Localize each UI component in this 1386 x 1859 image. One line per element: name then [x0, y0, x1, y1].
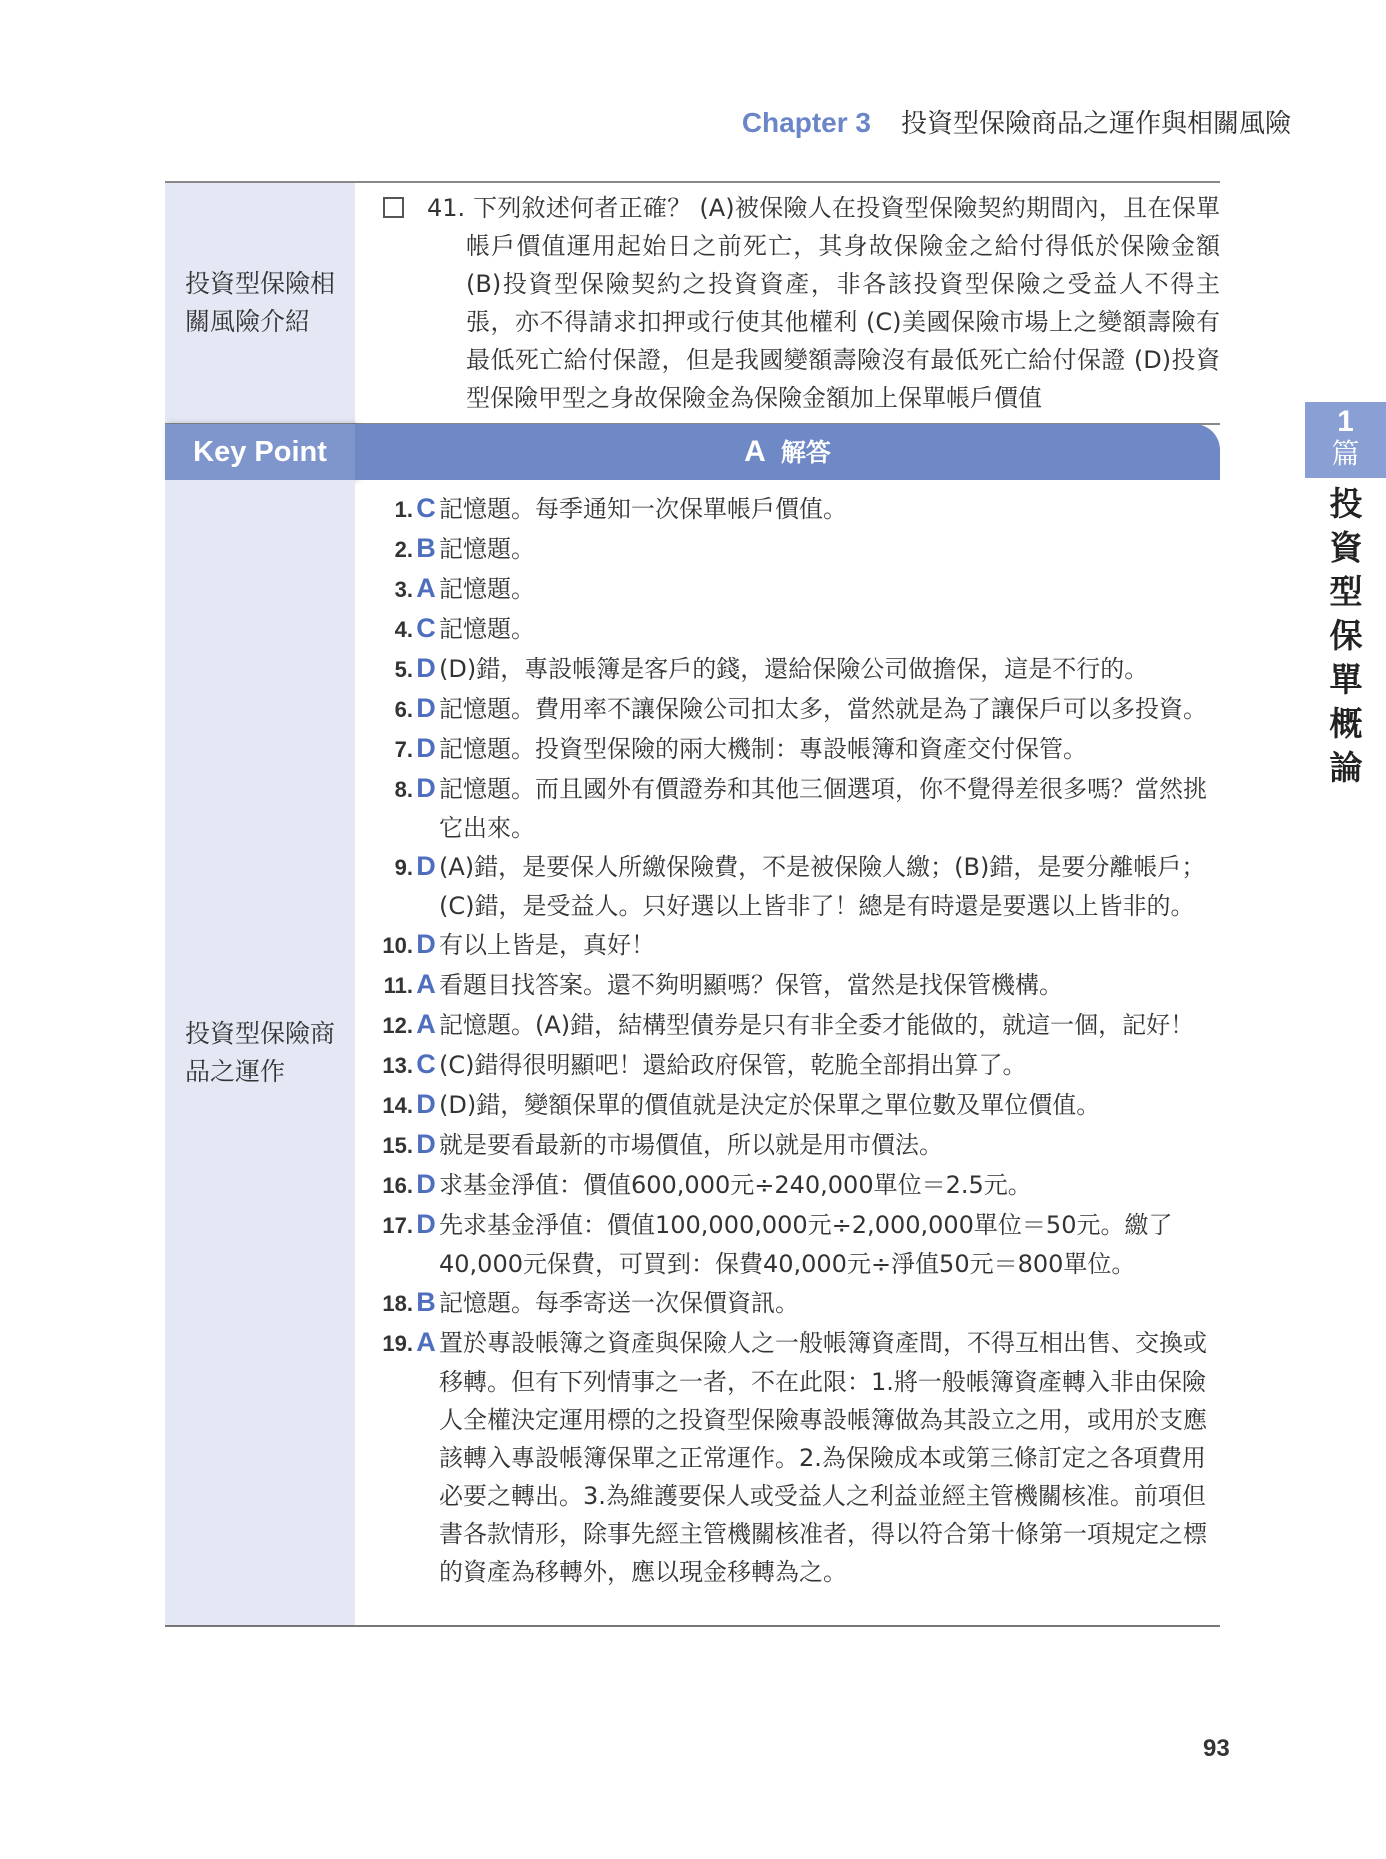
answer-item-text: (D)錯，專設帳簿是客戶的錢，還給保險公司做擔保，這是不行的。 [439, 655, 1149, 683]
answer-item-letter: D [416, 851, 436, 881]
answer-item-number: 2. [394, 537, 413, 562]
answer-item [377, 1323, 1220, 1591]
answer-item-text: 就是要看最新的市場價值，所以就是用市價法。 [439, 1131, 943, 1159]
answer-item-text: 看題目找答案。還不夠明顯嗎？保管，當然是找保管機構。 [439, 971, 1063, 999]
answer-item-letter: C [416, 1049, 436, 1079]
answer-item-number: 16. [382, 1173, 413, 1198]
answer-item-text: 記憶題。每季通知一次保單帳戶價值。 [439, 495, 847, 523]
answer-header-label: 解答 [780, 438, 831, 467]
answer-item [377, 689, 1220, 729]
answer-item-text: 記憶題。而且國外有價證券和其他三個選項，你不覺得差很多嗎？當然挑它出來。 [439, 775, 1207, 842]
answer-item [377, 847, 1220, 925]
answer-item-letter: A [416, 1009, 436, 1039]
answer-item-letter: A [416, 573, 436, 603]
question-body [355, 183, 1220, 423]
answer-item-number: 8. [394, 777, 413, 802]
answer-item-text: (C)錯得很明顯吧！還給政府保管，乾脆全部捐出算了。 [439, 1051, 1027, 1079]
answer-item-number: 11. [383, 973, 413, 998]
answer-item-text: 先求基金淨值：價值100,000,000元÷2,000,000單位＝50元。繳了40,000元保費，可買到：保費40,000元÷淨值50元＝800單位。 [439, 1211, 1173, 1278]
answer-item-letter: A [416, 1327, 436, 1357]
answer-item-text: 記憶題。 [439, 615, 535, 643]
answer-item [377, 769, 1220, 847]
answer-item [377, 649, 1220, 689]
answer-topic: 投資型保險商品之運作 [185, 1018, 336, 1086]
answer-item-text: 求基金淨值：價值600,000元÷240,000單位＝2.5元。 [439, 1171, 1032, 1199]
answer-item-letter: D [416, 1129, 436, 1159]
answer-item-number: 15. [382, 1133, 413, 1158]
answer-item-number: 3. [394, 577, 413, 602]
key-point-bar [165, 424, 1220, 480]
answer-item-letter: B [416, 533, 436, 563]
answer-item [377, 1283, 1220, 1323]
answer-item [377, 1005, 1220, 1045]
question-text: 下列敘述何者正確？ (A)被保險人在投資型保險契約期間內，且在保單帳戶價值運用起始日之前死亡，其身故保險金之給付得低於保險金額 (B)投資型保險契約之投資資產，非各該投資型保險之受益人不得主張，亦不得請求扣押或行使其他權利 (C)美國保險市場上之變額壽險有最低死亡給付保證，但是我國變額壽險沒有最低死亡給付保證 (D)投資型保險甲型之身故保險金為保險金額加上保單帳戶價值 [466, 194, 1220, 412]
answer-item-letter: D [416, 1089, 436, 1119]
answer-item [377, 529, 1220, 569]
question-topic-cell [165, 183, 355, 423]
answer-item-letter: B [416, 1287, 436, 1317]
answer-item [377, 1125, 1220, 1165]
answer-item-number: 5. [394, 657, 413, 682]
answer-item-text: 記憶題。 [439, 535, 535, 563]
answer-row [165, 480, 1220, 1627]
question-number: 41. [427, 194, 466, 222]
answer-item-letter: D [416, 929, 436, 959]
answer-item [377, 1045, 1220, 1085]
answer-list [355, 480, 1220, 1625]
answer-item-letter: D [416, 773, 436, 803]
chapter-label: Chapter 3 [741, 107, 871, 138]
answer-item [377, 1165, 1220, 1205]
answer-item [377, 965, 1220, 1005]
answer-item [377, 925, 1220, 965]
part-title: 投資型保單概論 [1329, 484, 1363, 787]
question-topic: 投資型保險相關風險介紹 [185, 269, 336, 336]
answer-item-letter: C [416, 613, 436, 643]
answer-item [377, 489, 1220, 529]
part-tab [1305, 402, 1386, 478]
answer-header-letter: A [744, 435, 766, 468]
answer-item-number: 12. [382, 1013, 413, 1038]
answer-topic-cell [165, 480, 355, 1625]
answer-item-text: 記憶題。投資型保險的兩大機制：專設帳簿和資產交付保管。 [439, 735, 1087, 763]
answer-item-letter: C [416, 493, 436, 523]
answer-item-text: 記憶題。費用率不讓保險公司扣太多，當然就是為了讓保戶可以多投資。 [439, 695, 1207, 723]
answer-item-number: 6. [394, 697, 413, 722]
answer-item-number: 10. [382, 933, 413, 958]
answer-item-number: 4. [394, 617, 413, 642]
answer-item-number: 13. [382, 1053, 413, 1078]
part-number: 1 [1337, 405, 1354, 438]
answer-item-number: 9. [394, 855, 413, 880]
answer-item [377, 729, 1220, 769]
answer-item-letter: D [416, 693, 436, 723]
answer-item [377, 1205, 1220, 1283]
part-unit: 篇 [1331, 437, 1360, 470]
answer-item-number: 14. [382, 1093, 413, 1118]
answer-item-text: (A)錯，是要保人所繳保險費，不是被保險人繳；(B)錯，是要分離帳戶；(C)錯，是受益人。只好選以上皆非了！總是有時還是要選以上皆非的。 [439, 853, 1206, 920]
question-row [165, 181, 1220, 425]
answer-item-text: 有以上皆是，真好！ [439, 931, 655, 959]
answer-item-number: 7. [394, 737, 413, 762]
chapter-title: 投資型保險商品之運作與相關風險 [900, 109, 1291, 139]
answer-item [377, 609, 1220, 649]
answer-item [377, 569, 1220, 609]
answer-item-text: 記憶題。 [439, 575, 535, 603]
answer-item [377, 1085, 1220, 1125]
answer-item-number: 19. [382, 1331, 413, 1356]
answer-item-text: (D)錯，變額保單的價值就是決定於保單之單位數及單位價值。 [439, 1091, 1101, 1119]
answer-item-letter: D [416, 1209, 436, 1239]
page-number: 93 [1203, 1735, 1230, 1762]
answer-item-text: 置於專設帳簿之資產與保險人之一般帳簿資產間，不得互相出售、交換或移轉。但有下列情事之一者，不在此限：1.將一般帳簿資產轉入非由保險人全權決定運用標的之投資型保險專設帳簿做為其設立之用，或用於支應該轉入專設帳簿保單之正常運作。2.為保險成本或第三條訂定之各項費用必要之轉出。3.為維護要保人或受益人之利益並經主管機關核准。前項但書各款情形，除事先經主管機關核准者，得以符合第十條第一項規定之標的資產為移轉外，應以現金移轉為之。 [439, 1329, 1207, 1586]
answer-item-letter: D [416, 653, 436, 683]
answer-item-text: 記憶題。每季寄送一次保價資訊。 [439, 1289, 799, 1317]
question-text-block [427, 189, 1220, 417]
answer-item-letter: D [416, 1169, 436, 1199]
answer-item-letter: D [416, 733, 436, 763]
answer-item-text: 記憶題。(A)錯，結構型債券是只有非全委才能做的，就這一個，記好！ [439, 1011, 1195, 1039]
answer-item-number: 18. [382, 1291, 413, 1316]
answer-item-letter: A [416, 969, 436, 999]
answer-item-number: 1. [394, 497, 413, 522]
answer-header [355, 424, 1220, 480]
chapter-header [742, 103, 1291, 140]
question-checkbox[interactable] [383, 197, 404, 218]
answer-item-number: 17. [382, 1213, 413, 1238]
key-point-label: Key Point [165, 424, 355, 480]
